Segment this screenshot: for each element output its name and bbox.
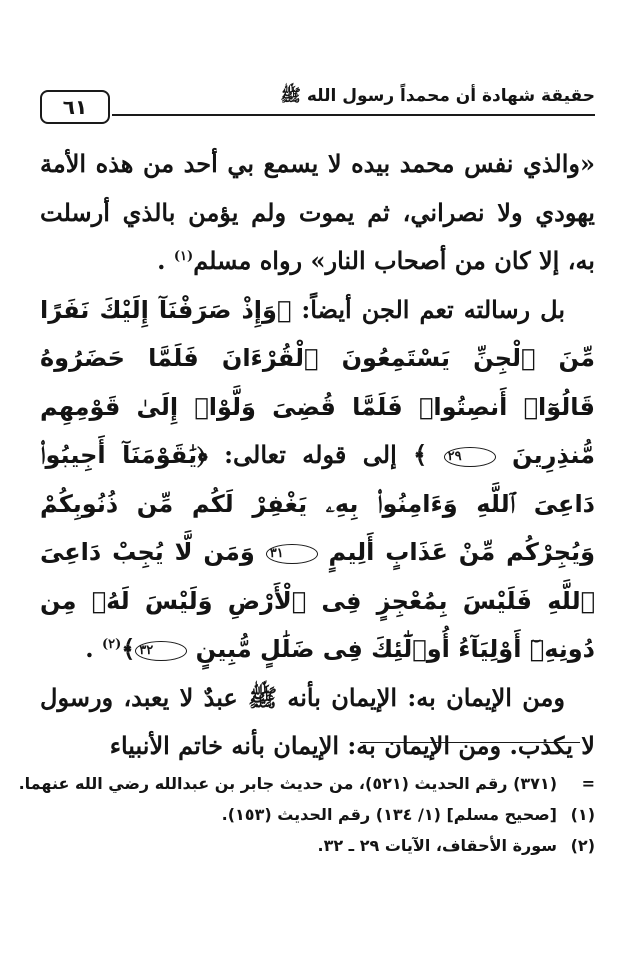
jinn-mid: ﴾ إلى قوله تعالى: [224,440,428,469]
footnote-text: سورة الأحقاف، الآيات ٢٩ ـ ٣٢. [317,836,557,855]
footnote-continued [18,768,595,799]
main-text [40,140,595,771]
verse-number-29: ٢٩ [444,447,496,467]
verse-close: ﴾ [121,634,136,663]
paragraph-jinn: بل رسالته تعم الجن أيضاً: ﴿وَإِذْ صَرَفْنَآ إِلَيْكَ نَفَرًا مِّنَ ٱلْجِنِّ يَسْتَمِعُونَ ٱلْقُرْءَانَ فَلَمَّا حَضَرُوهُ قَالُوٓا۟ أَنصِتُوا۟ فَلَمَّا قُضِىَ وَلَّوْا۟ إِلَىٰ قَوْمِهِم مُّنذِرِينَ ٢٩ ﴾ إلى قوله تعالى: ﴿يَٰقَوْمَنَآ أَجِيبُوا۟ دَاعِىَ ٱللَّهِ وَءَامِنُوا۟ بِهِۦ يَغْفِرْ لَكُم مِّن ذُنُوبِكُمْ وَيُجِرْكُم مِّنْ عَذَابٍ أَلِيمٍ ٣١ وَمَن لَّا يُجِبْ دَاعِىَ ٱللَّهِ فَلَيْسَ بِمُعْجِزٍ فِى ٱلْأَرْضِ وَلَيْسَ لَهُۥ مِن دُونِهِۦٓ أَوْلِيَآءُ أُو۟لَٰٓئِكَ فِى ضَلَٰلٍ مُّبِينٍ ٣٢﴾$^{(٢)}$ . [40,294,595,663]
hadith-line-2: يهودي ولا نصراني، ثم يموت ولم يؤمن بالذي أرسلت [40,197,595,227]
quran-verse-31: ﴿يَٰقَوْمَنَآ أَجِيبُوا۟ دَاعِىَ ٱللَّهِ وَءَامِنُوا۟ بِهِۦ يَغْفِرْ لَكُم مِّن ذُنُوبِكُمْ وَيُجِرْكُم مِّنْ عَذَابٍ أَلِيمٍ [40,441,595,566]
page-number: ٦١ [40,90,110,124]
footnote-marker: = [581,774,595,793]
footnote-marker: (٢) [570,836,595,855]
footnote-marker: (١) [570,805,595,824]
paragraph-hadith: «والذي نفس محمد بيده لا يسمع بي أحد من هذه الأمة يهودي ولا نصراني، ثم يموت ولم يؤمن بالذي أرسلت به، إلا كان من أصحاب النار» رواه مسلم$^{(١)}$ . [40,149,595,275]
footnote-ref-1: (١) [173,249,194,264]
footnotes [18,768,595,861]
footnote-text: (٣٧١) رقم الحديث (٥٢١)، من حديث جابر بن عبدالله رضي الله عنهما. [18,774,557,793]
header-rule [112,114,595,116]
paragraph-faith [40,674,595,771]
footnote-1 [60,799,595,830]
faith-line-2: لا يكذب. ومن الإيمان به: الإيمان بأنه خاتم الأنبياء [109,731,595,760]
running-header [40,84,595,124]
verse-number-32: ٣٢ [135,641,187,661]
quran-verse-32: وَمَن لَّا يُجِبْ دَاعِىَ ٱللَّهِ فَلَيْسَ بِمُعْجِزٍ فِى ٱلْأَرْضِ وَلَيْسَ لَهُۥ مِن دُونِهِۦٓ أَوْلِيَآءُ أُو۟لَٰٓئِكَ فِى ضَلَٰلٍ مُّبِينٍ [40,538,595,663]
jinn-intro: بل رسالته تعم الجن أيضاً: [301,294,565,324]
running-title: حقيقة شهادة أن محمداً رسول الله ﷺ [280,86,595,106]
verse-number-31: ٣١ [266,544,318,564]
quran-verse-29: ﴿وَإِذْ صَرَفْنَآ إِلَيْكَ نَفَرًا مِّنَ ٱلْجِنِّ يَسْتَمِعُونَ ٱلْقُرْءَانَ فَلَمَّا حَضَرُوهُ قَالُوٓا۟ أَنصِتُوا۟ فَلَمَّا قُضِىَ وَلَّوْا۟ إِلَىٰ قَوْمِهِم مُّنذِرِينَ [40,295,595,469]
footnote-ref-2: (٢) [101,637,122,652]
footnote-2 [60,830,595,861]
footnote-text: [صحيح مسلم] (١/ ١٣٤) رقم الحديث (١٥٣). [221,805,557,824]
hadith-line-1: «والذي نفس محمد بيده لا يسمع بي أحد من هذه الأمة [40,149,595,178]
faith-line-1: ومن الإيمان به: الإيمان بأنه ﷺ عبدٌ لا يعبد، ورسول [40,682,565,712]
footnote-separator [360,742,580,743]
hadith-line-3: به، إلا كان من أصحاب النار» رواه مسلم [193,246,595,275]
